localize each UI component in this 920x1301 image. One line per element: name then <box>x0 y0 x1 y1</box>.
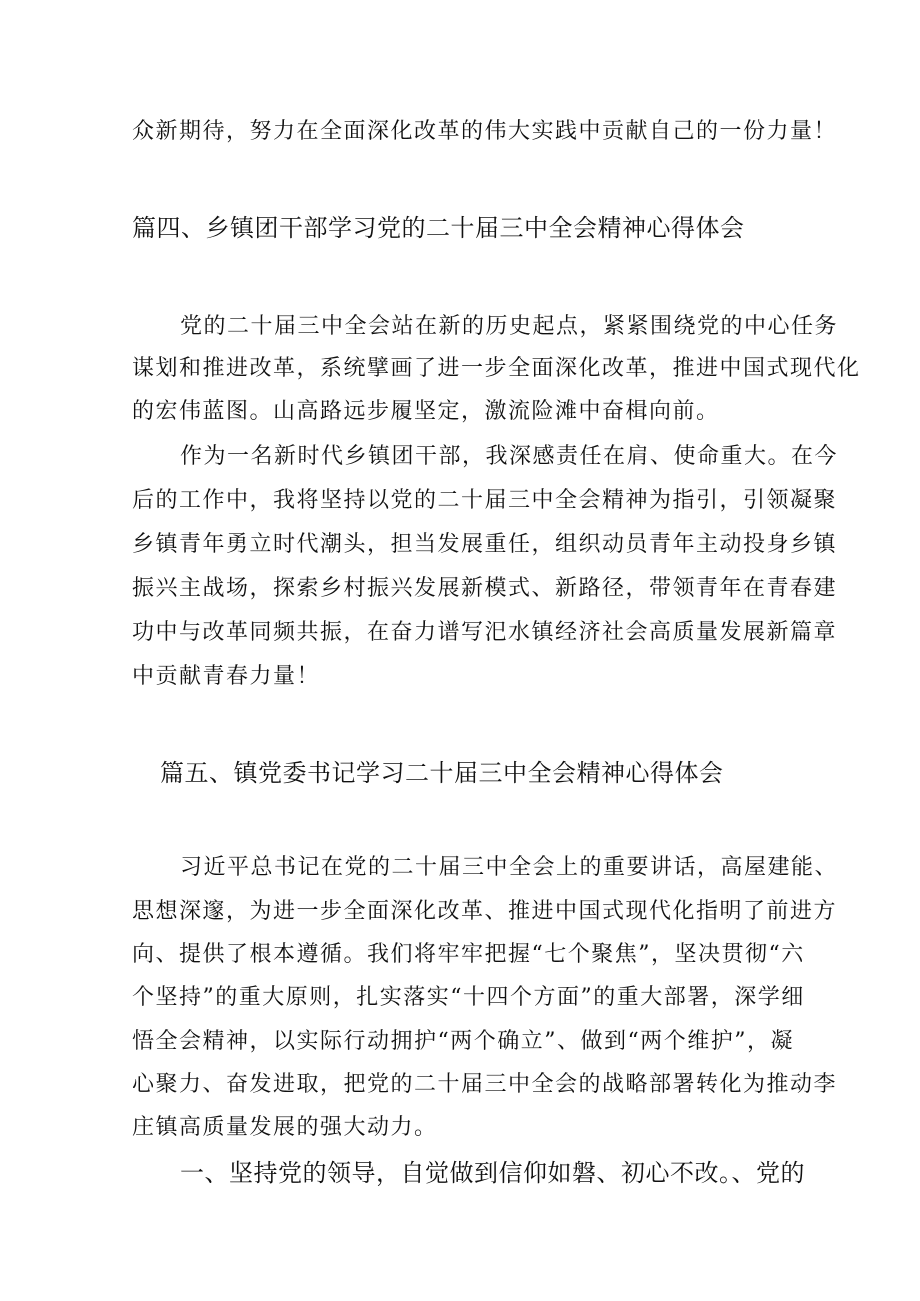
section5-title: 篇五、镇党委书记学习二十届三中全会精神心得体会 <box>160 759 724 787</box>
section5-p1-line-6: 心聚力、奋发进取，把党的二十届三中全会的战略部署转化为推动李 <box>132 1072 838 1097</box>
section5-point1-heading: 一、坚持党的领导，自觉做到信仰如磐、初心不改。、党的 <box>180 1159 805 1187</box>
section4-p1-line-3: 的宏伟蓝图。山高路远步履坚定，激流险滩中奋楫向前。 <box>132 399 720 424</box>
section4-p2-line-4: 振兴主战场，探索乡村振兴发展新模式、新路径，带领青年在青春建 <box>132 576 838 601</box>
section4-p1-line-1: 党的二十届三中全会站在新的历史起点，紧紧围绕党的中心任务 <box>180 314 839 339</box>
section4-p2-line-5: 功中与改革同频共振，在奋力谱写汜水镇经济社会高质量发展新篇章 <box>132 620 838 645</box>
section5-p1-line-3: 向、提供了根本遵循。我们将牢牢把握“七个聚焦”，坚决贯彻“六 <box>132 942 805 967</box>
section4-p2-line-1: 作为一名新时代乡镇团干部，我深感责任在肩、使命重大。在今 <box>180 444 839 469</box>
intro-tail-line: 众新期待，努力在全面深化改革的伟大实践中贡献自己的一份力量！ <box>132 119 838 144</box>
section5-p1-line-7: 庄镇高质量发展的强大动力。 <box>132 1115 438 1140</box>
section4-p1-line-2: 谋划和推进改革，系统擘画了进一步全面深化改革，推进中国式现代化 <box>132 356 861 381</box>
section4-p2-line-6: 中贡献青春力量！ <box>132 664 321 689</box>
section4-p2-line-2: 后的工作中，我将坚持以党的二十届三中全会精神为指引，引领凝聚 <box>132 488 838 513</box>
section5-p1-line-5: 悟全会精神，以实际行动拥护“两个确立”、做到“两个维护”，凝 <box>132 1029 794 1054</box>
section4-p2-line-3: 乡镇青年勇立时代潮头，担当发展重任，组织动员青年主动投身乡镇 <box>132 532 838 557</box>
section5-p1-line-1: 习近平总书记在党的二十届三中全会上的重要讲话，高屋建能、 <box>180 855 839 880</box>
section4-title: 篇四、乡镇团干部学习党的二十届三中全会精神心得体会 <box>132 214 745 242</box>
section5-p1-line-2: 思想深邃，为进一步全面深化改革、推进中国式现代化指明了前进方 <box>132 899 838 924</box>
section5-p1-line-4: 个坚持”的重大原则，扎实落实“十四个方面”的重大部署，深学细 <box>132 985 805 1010</box>
